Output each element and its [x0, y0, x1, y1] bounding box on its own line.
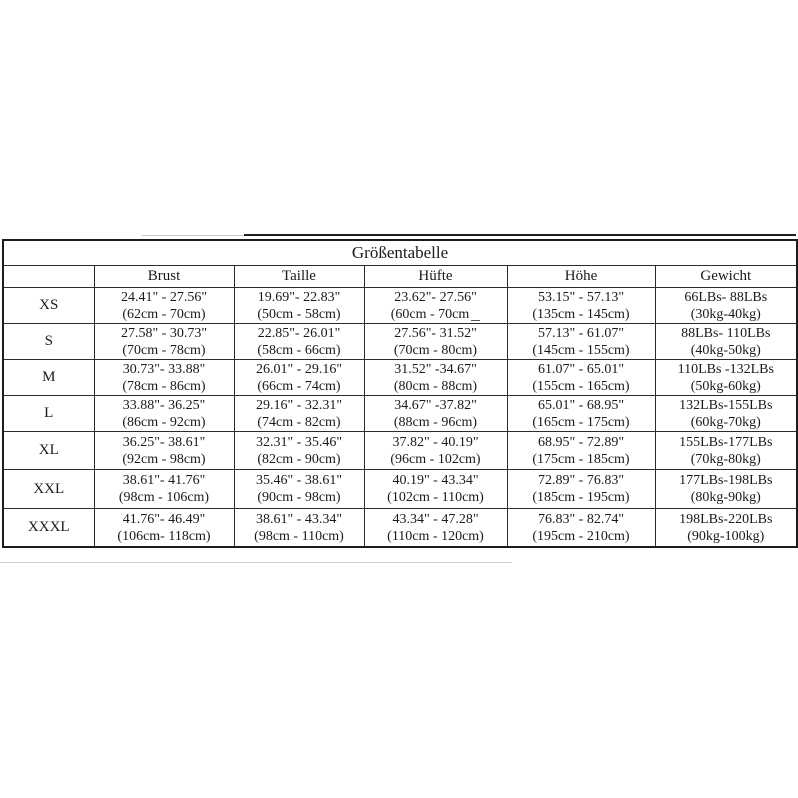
range-cm: (66cm - 74cm) [257, 378, 341, 394]
cell-huefte [364, 324, 507, 360]
cell-taille [234, 470, 364, 509]
range-inches: 29.16" - 32.31" [255, 397, 343, 413]
range-inches: 43.34" - 47.28" [392, 511, 479, 527]
range-cm: (185cm - 195cm) [532, 490, 630, 505]
range-cm: (106cm- 118cm) [117, 528, 211, 544]
range-inches: 27.56"- 31.52" [394, 325, 477, 341]
cell-gewicht [655, 432, 797, 470]
cell-gewicht [655, 324, 797, 360]
range-inches: 53.15" - 57.13" [537, 289, 625, 305]
range-cm: (62cm - 70cm) [122, 306, 206, 322]
range-inches: 34.67" -37.82" [394, 397, 477, 413]
range-lbs: 88LBs- 110LBs [681, 325, 771, 341]
cell-huefte [364, 509, 507, 548]
range-cm: (96cm - 102cm) [390, 451, 481, 467]
range-inches: 38.61" - 43.34" [255, 511, 343, 527]
range-cm-line [365, 306, 507, 323]
range-kg: (70kg-80kg) [690, 451, 761, 467]
range-inches: 72.89" - 76.83" [537, 473, 625, 488]
range-inches: 22.85"- 26.01" [257, 325, 341, 341]
range-cm: (90cm - 98cm) [257, 490, 341, 505]
range-cm: (98cm - 106cm) [118, 490, 210, 505]
cell-taille [234, 360, 364, 396]
table-row-l [3, 396, 797, 432]
cell-huefte [364, 396, 507, 432]
range-lbs: 155LBs-177LBs [679, 434, 773, 450]
scan-artifact-line-light [142, 235, 244, 236]
scan-artifact-line-bottom [0, 562, 512, 563]
cell-hoehe [507, 324, 655, 360]
range-inches: 68.95" - 72.89" [537, 434, 625, 450]
range-inches: 23.62"- 27.56" [394, 289, 477, 305]
range-cm: (60cm - 70cm [390, 306, 470, 322]
cell-gewicht [655, 288, 797, 324]
range-cm: (98cm - 110cm) [254, 528, 344, 544]
cell-taille [234, 396, 364, 432]
header-row [3, 266, 797, 288]
range-inches: 40.19" - 43.34" [392, 473, 479, 488]
cell-brust [94, 432, 234, 470]
cell-huefte [364, 432, 507, 470]
cell-huefte [364, 470, 507, 509]
range-inches: 19.69"- 22.83" [257, 289, 341, 305]
size-chart-table [2, 239, 798, 548]
cell-brust [94, 509, 234, 548]
cell-huefte [364, 288, 507, 324]
cell-gewicht [655, 396, 797, 432]
range-cm: (195cm - 210cm) [532, 528, 630, 544]
range-inches: 35.46" - 38.61" [255, 473, 343, 488]
range-cm: (58cm - 66cm) [257, 342, 341, 358]
size-label: XXXL [3, 509, 94, 548]
cell-hoehe [507, 396, 655, 432]
range-inches: 38.61"- 41.76" [122, 473, 206, 488]
range-cm: (165cm - 175cm) [532, 414, 630, 430]
range-inches: 31.52" -34.67" [394, 361, 477, 377]
range-lbs: 177LBs-198LBs [679, 473, 773, 488]
size-label: S [3, 324, 94, 360]
cell-gewicht [655, 509, 797, 548]
cell-huefte [364, 360, 507, 396]
cell-gewicht [655, 470, 797, 509]
range-inches: 61.07" - 65.01" [537, 361, 625, 377]
range-lbs: 132LBs-155LBs [679, 397, 773, 413]
range-cm: (88cm - 96cm) [393, 414, 478, 430]
range-cm: (78cm - 86cm) [122, 378, 206, 394]
cell-taille [234, 288, 364, 324]
size-label: XXL [3, 470, 94, 509]
range-kg: (30kg-40kg) [690, 306, 761, 322]
size-label: L [3, 396, 94, 432]
range-inches: 41.76"- 46.49" [122, 511, 206, 527]
range-lbs: 110LBs -132LBs [677, 361, 774, 377]
table-row-xxxl [3, 509, 797, 548]
table-row-xl [3, 432, 797, 470]
size-label: M [3, 360, 94, 396]
cell-hoehe [507, 470, 655, 509]
range-inches: 37.82" - 40.19" [392, 434, 479, 450]
range-inches: 26.01" - 29.16" [255, 361, 343, 377]
cell-gewicht [655, 360, 797, 396]
range-kg: (60kg-70kg) [690, 414, 761, 430]
size-label: XS [3, 288, 94, 324]
scan-artifact-line-dark [244, 234, 796, 236]
range-inches: 30.73"- 33.88" [122, 361, 206, 377]
range-cm: (135cm - 145cm) [532, 306, 630, 322]
size-label: XL [3, 432, 94, 470]
range-inches: 76.83" - 82.74" [537, 511, 625, 527]
column-header-gewicht: Gewicht [655, 266, 797, 288]
range-cm: (145cm - 155cm) [532, 342, 630, 358]
range-cm: (50cm - 58cm) [257, 306, 341, 322]
range-cm: (74cm - 82cm) [257, 414, 341, 430]
cell-hoehe [507, 509, 655, 548]
table-row-xs [3, 288, 797, 324]
cell-hoehe [507, 288, 655, 324]
cell-brust [94, 360, 234, 396]
range-lbs: 198LBs-220LBs [679, 511, 773, 527]
scan-artifact-mark [471, 320, 480, 321]
range-inches: 24.41" - 27.56" [120, 289, 208, 305]
range-inches: 65.01" - 68.95" [537, 397, 625, 413]
cell-taille [234, 432, 364, 470]
range-inches: 36.25"- 38.61" [122, 434, 206, 450]
range-cm: (82cm - 90cm) [257, 451, 341, 467]
range-kg: (90kg-100kg) [687, 528, 765, 544]
range-cm: (86cm - 92cm) [122, 414, 206, 430]
range-inches: 27.58" - 30.73" [120, 325, 208, 341]
range-cm: (110cm - 120cm) [387, 528, 484, 544]
range-cm: (70cm - 78cm) [122, 342, 206, 358]
table-row-s [3, 324, 797, 360]
cell-taille [234, 324, 364, 360]
cell-hoehe [507, 432, 655, 470]
column-header-taille: Taille [234, 266, 364, 288]
range-cm: (102cm - 110cm) [387, 490, 484, 505]
range-cm: (92cm - 98cm) [122, 451, 206, 467]
cell-brust [94, 396, 234, 432]
cell-taille [234, 509, 364, 548]
range-kg: (40kg-50kg) [690, 342, 761, 358]
range-cm: (175cm - 185cm) [532, 451, 630, 467]
column-header-huefte: Hüfte [364, 266, 507, 288]
range-lbs: 66LBs- 88LBs [684, 289, 768, 305]
cell-brust [94, 288, 234, 324]
cell-brust [94, 470, 234, 509]
table-row-xxl [3, 470, 797, 509]
title-row [3, 240, 797, 266]
range-inches: 32.31" - 35.46" [255, 434, 343, 450]
range-inches: 57.13" - 61.07" [537, 325, 625, 341]
range-cm: (80cm - 88cm) [393, 378, 478, 394]
range-cm: (70cm - 80cm) [393, 342, 478, 358]
table-title: Größentabelle [3, 240, 797, 266]
cell-hoehe [507, 360, 655, 396]
cell-brust [94, 324, 234, 360]
range-inches: 33.88"- 36.25" [122, 397, 206, 413]
range-kg: (80kg-90kg) [690, 490, 761, 505]
range-cm: (155cm - 165cm) [532, 378, 630, 394]
range-kg: (50kg-60kg) [690, 378, 761, 394]
column-header-size [3, 266, 94, 288]
column-header-brust: Brust [94, 266, 234, 288]
column-header-hoehe: Höhe [507, 266, 655, 288]
table-row-m [3, 360, 797, 396]
